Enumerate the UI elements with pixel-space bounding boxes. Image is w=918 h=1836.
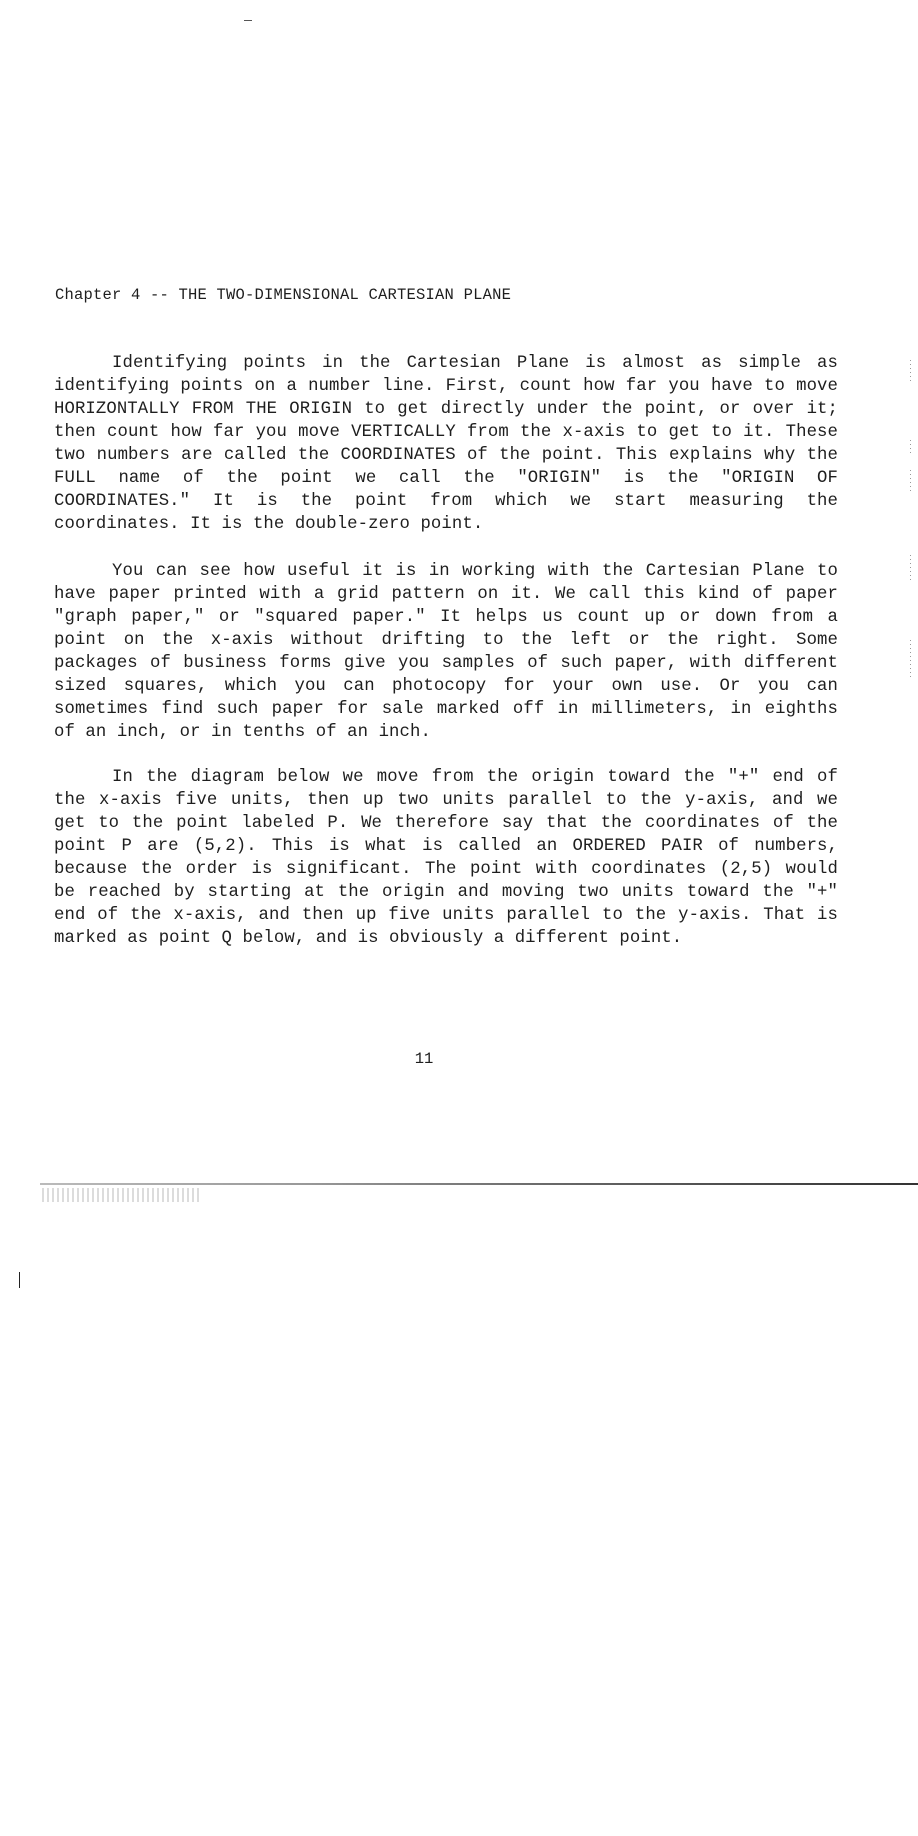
scan-bottom-rule [40,1183,918,1185]
scan-margin-dots [910,360,911,384]
paragraph-coordinates [54,352,838,536]
scan-margin-dots [910,640,911,680]
scan-speck [244,20,252,21]
paragraph-graph-paper [54,560,838,744]
paragraph-ordered-pair [54,766,838,950]
scan-margin-dots [910,440,911,456]
scan-margin-dots [910,470,911,492]
scan-margin-dots [910,555,911,581]
paragraph-text: You can see how useful it is in working with the Cartesian Plane to have paper printed with a grid pattern on it. We call this kind of paper "graph paper," or "squared paper." It helps us count up or down from a point on the x-axis without drifting to the left or the right. Some packages of business forms give you samples of such paper, with different sized squares, which you can photocopy for your own use. Or you can sometimes find such paper for sale marked off in millimeters, in eighths of an inch, or in tenths of an inch. [54,562,838,742]
paragraph-text: Identifying points in the Cartesian Plane is almost as simple as identifying points on a number line. First, count how far you have to move HORIZONTALLY FROM THE ORIGIN to get directly under the point, or over it; then count how far you move VERTICALLY from the x-axis to get to it. These two numbers are called the COORDINATES of the point. This explains why the FULL name of the point we call the "ORIGIN" is the "ORIGIN OF COORDINATES." It is the point from which we start measuring the coordinates. It is the double-zero point. [54,354,838,534]
paragraph-text: In the diagram below we move from the origin toward the "+" end of the x-axis five units, then up two units parallel to the y-axis, and we get to the point labeled P. We therefore say that the coordinates of the point P are (5,2). This is what is called an ORDERED PAIR of numbers, because the order is significant. The point with coordinates (2,5) would be reached by starting at the origin and moving two units toward the "+" end of the x-axis, and then up five units parallel to the y-axis. That is marked as point Q below, and is obviously a different point. [54,768,838,948]
scan-bottom-noise [42,1188,202,1202]
chapter-heading: Chapter 4 -- THE TWO-DIMENSIONAL CARTESIAN PLANE [55,286,512,304]
scan-left-mark [19,1272,20,1288]
page-number: 11 [414,1050,434,1068]
